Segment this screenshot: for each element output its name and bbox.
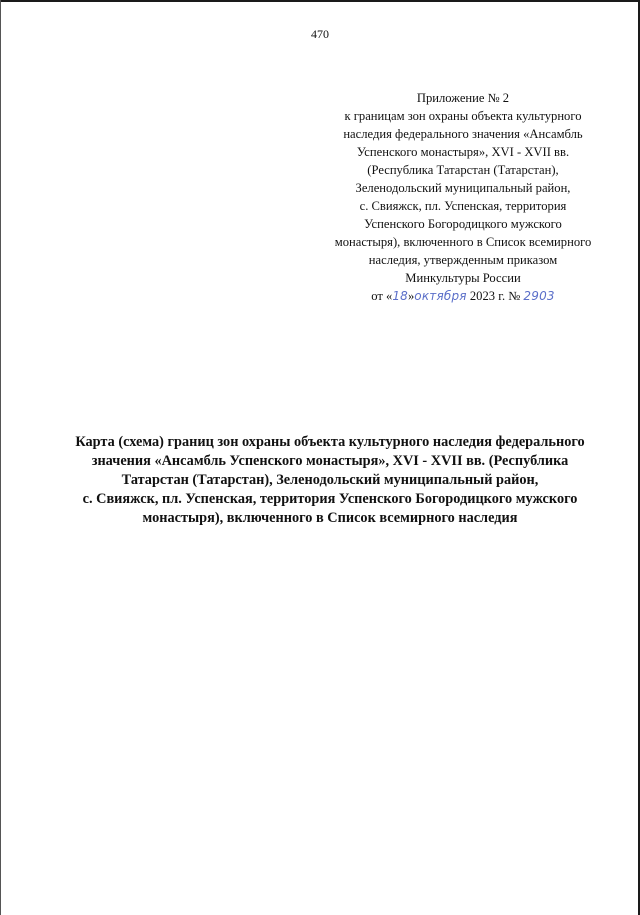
order-day-close: » — [407, 289, 415, 303]
title-line: с. Свияжск, пл. Успенская, территория Успенского Богородицкого мужского — [82, 491, 578, 507]
appendix-block — [322, 89, 604, 305]
document-title — [40, 433, 620, 528]
appendix-line: монастыря), включенного в Список всемирного — [334, 235, 592, 249]
appendix-line: (Республика Татарстан (Татарстан), — [367, 163, 559, 177]
appendix-line: наследия федерального значения «Ансамбль — [343, 127, 583, 141]
order-date-line — [322, 287, 604, 305]
title-line: Татарстан (Татарстан), Зеленодольский муниципальный район, — [121, 472, 539, 488]
order-prefix: от « — [371, 289, 393, 303]
scan-frame-top — [0, 0, 640, 2]
appendix-line: наследия, утвержденным приказом — [368, 253, 558, 267]
appendix-line: к границам зон охраны объекта культурного — [344, 109, 582, 123]
page-number: 470 — [311, 27, 329, 41]
order-month-handwritten: октября — [414, 289, 467, 303]
order-year: 2023 г. № — [466, 289, 524, 303]
title-line: Карта (схема) границ зон охраны объекта культурного наследия федерального — [75, 434, 585, 450]
order-day-handwritten: 18 — [392, 289, 408, 303]
appendix-heading: Приложение № 2 — [416, 91, 510, 105]
appendix-line: Минкультуры России — [405, 271, 521, 285]
appendix-line: с. Свияжск, пл. Успенская, территория — [359, 199, 567, 213]
title-line: монастыря), включенного в Список всемирного наследия — [142, 510, 518, 526]
scan-frame-left — [0, 0, 1, 915]
appendix-line: Успенского монастыря», XVI - XVII вв. — [356, 145, 570, 159]
appendix-line: Успенского Богородицкого мужского — [364, 217, 562, 231]
title-line: значения «Ансамбль Успенского монастыря», XVI - XVII вв. (Республика — [91, 453, 569, 469]
appendix-line: Зеленодольский муниципальный район, — [355, 181, 571, 195]
order-number-handwritten: 2903 — [523, 289, 555, 303]
